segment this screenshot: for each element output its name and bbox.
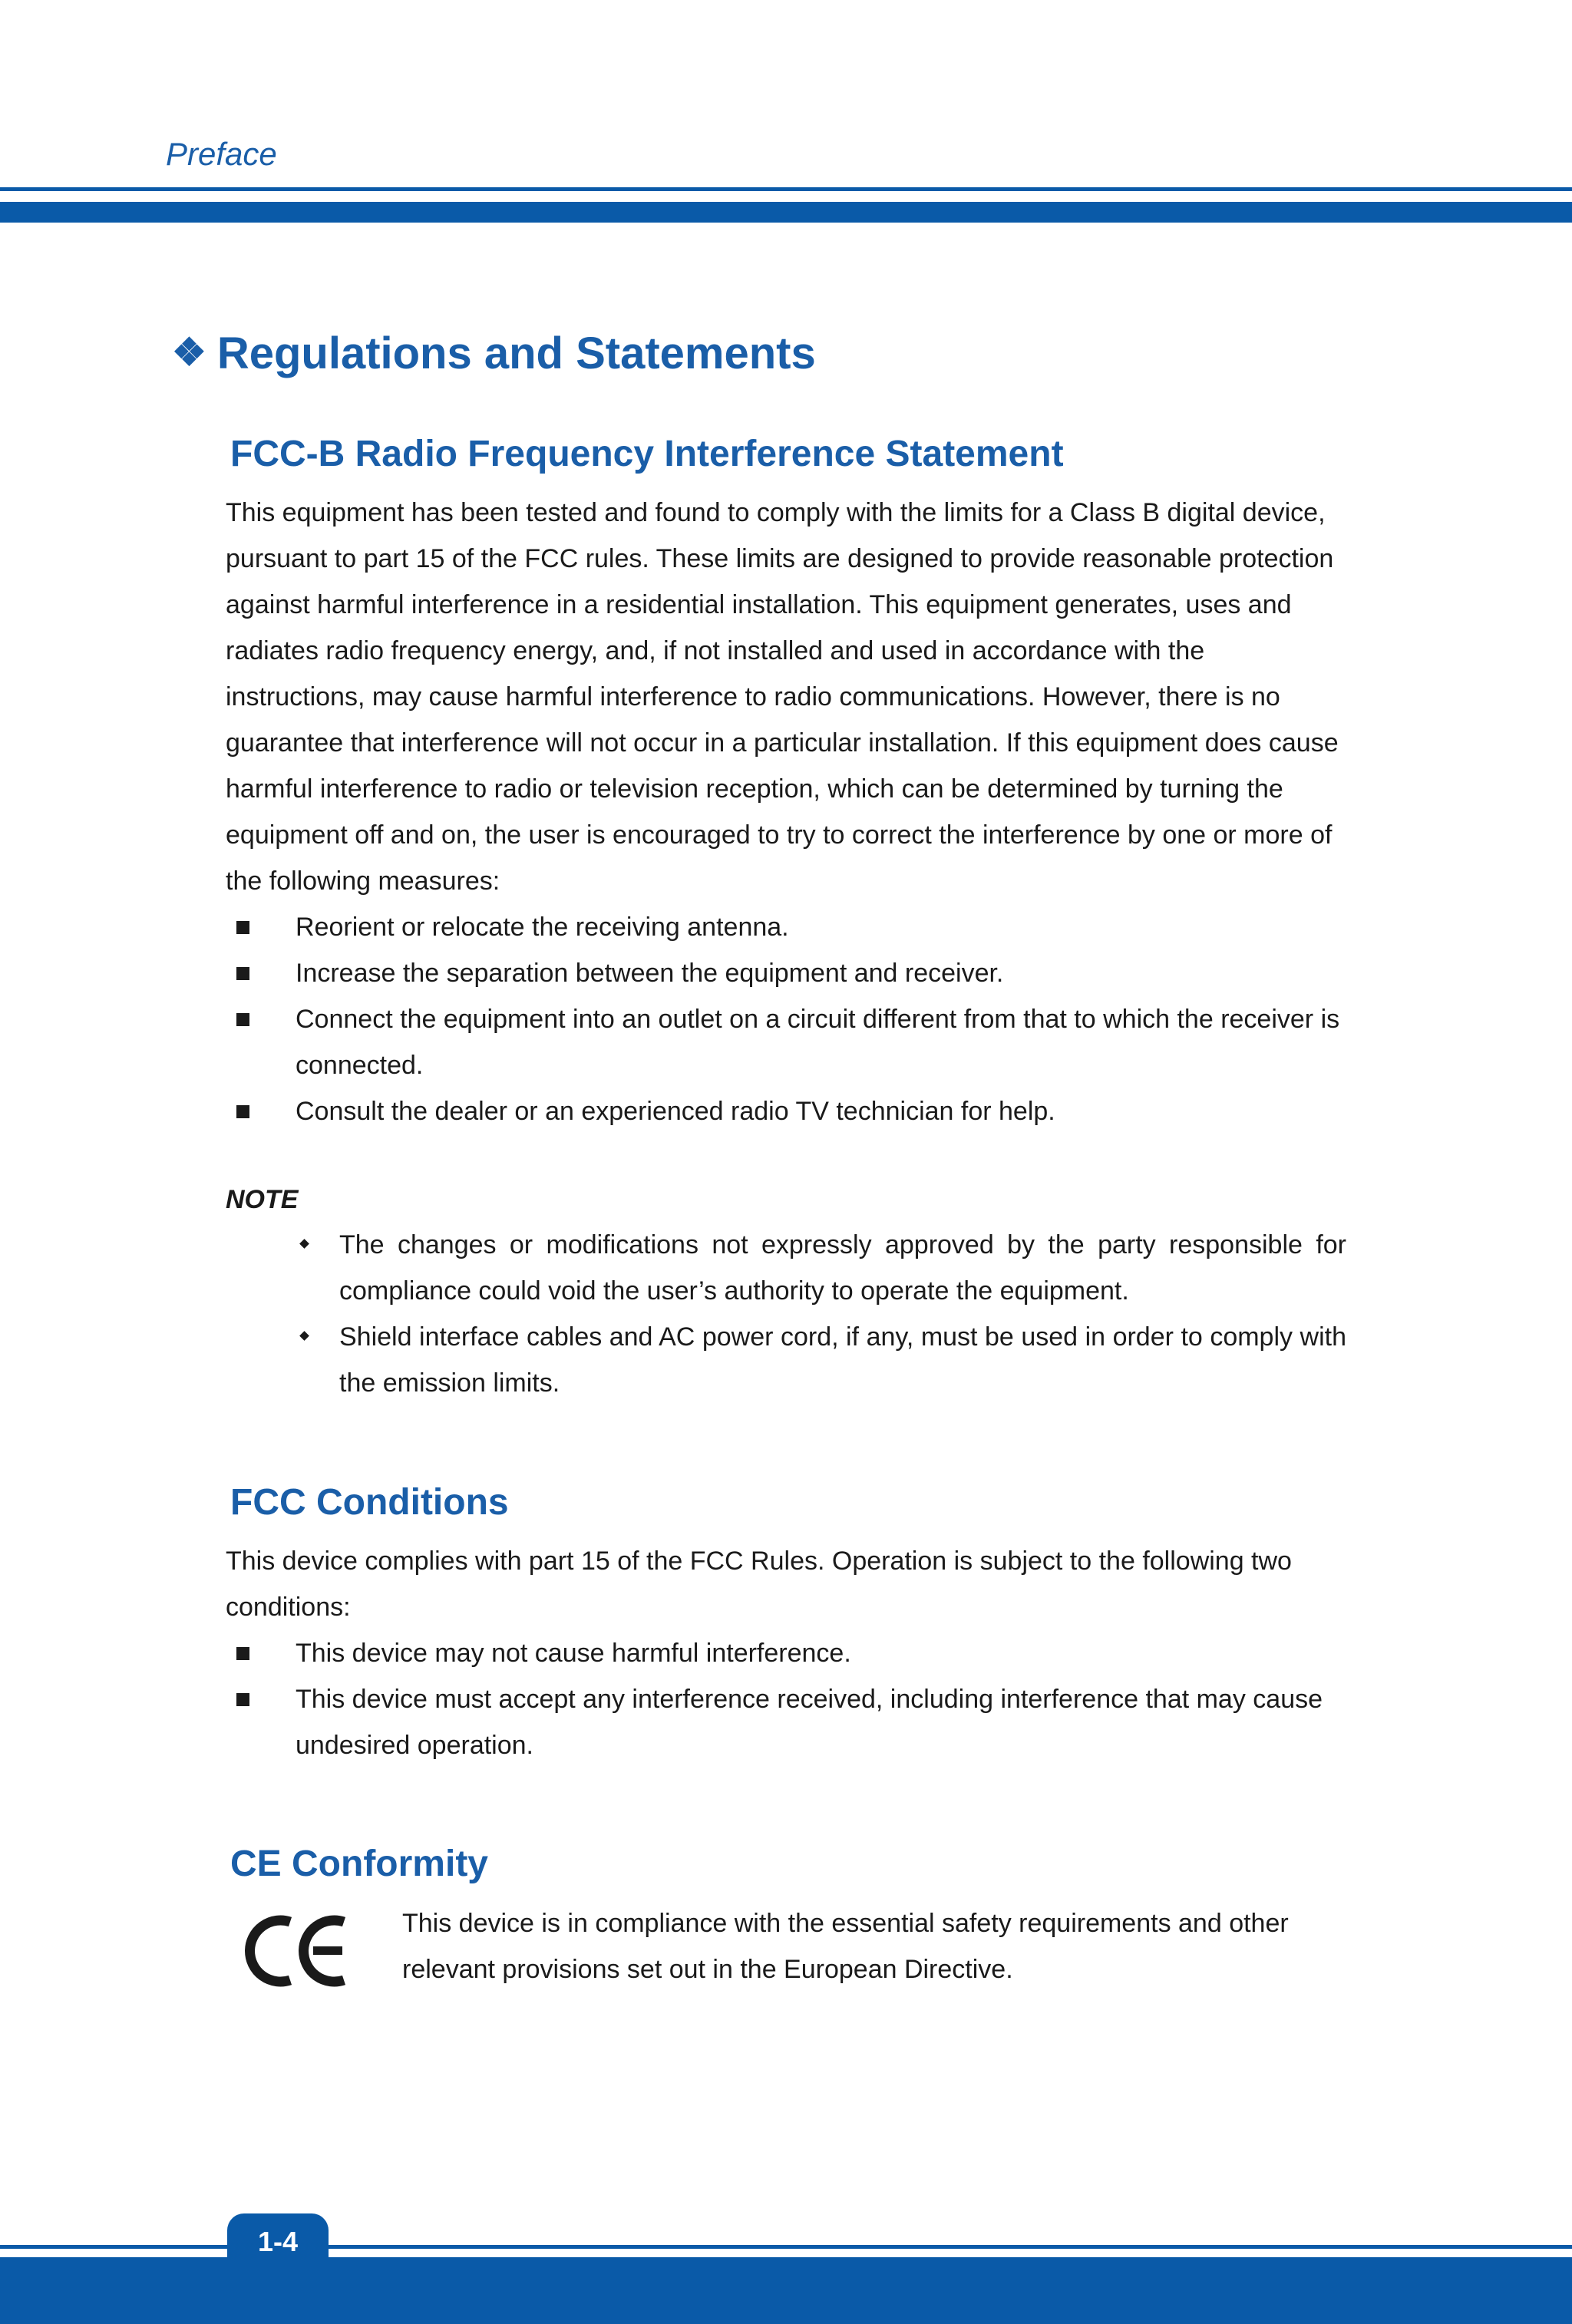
diamond-bullet-icon [299,1239,309,1249]
page-number: 1-4 [257,2226,299,2257]
list-item [226,1676,1346,1768]
ce-mark-icon [243,1908,350,1994]
list-item [226,996,1346,1088]
header-rule-thick [0,202,1572,223]
note-list [299,1222,1346,1406]
list-item-text: Reorient or relocate the receiving antenna. [296,913,789,942]
page-title-text: Regulations and Statements [216,328,816,378]
list-item [299,1314,1346,1406]
diamond-bullet-icon: ❖ [172,331,206,374]
ce-conformity-heading: CE Conformity [230,1844,488,1884]
fcc-b-heading: FCC-B Radio Frequency Interference Statement [230,434,1064,474]
list-item [226,904,1346,950]
fcc-b-measures-list [226,904,1346,1134]
square-bullet-icon [236,967,249,980]
list-item-text: Increase the separation between the equipment and receiver. [296,959,1004,988]
list-item [226,950,1346,996]
list-item-text: Consult the dealer or an experienced radio TV technician for help. [296,1097,1055,1126]
fcc-b-paragraph: This equipment has been tested and found to comply with the limits for a Class B digital device, pursuant to part 15 of the FCC rules. These limits are designed to provide reasonable protection against harmful interference in a residential installation. This equipment generates, uses and radiates radio frequency energy, and, if not installed and used in accordance with the instructions, may cause harmful interference to radio communications. However, there is no guarantee that interference will not occur in a particular installation. If this equipment does cause harmful interference to radio or television reception, which can be determined by turning the equipment off and on, the user is encouraged to try to correct the interference by one or more of the following measures: [226,498,1339,896]
list-item-text: This device must accept any interference received, including interference that may cause undesired operation. [296,1685,1323,1760]
fcc-conditions-heading: FCC Conditions [230,1482,509,1523]
list-item-text: Connect the equipment into an outlet on a circuit different from that to which the receiver is connected. [296,1005,1340,1080]
list-item-text: This device may not cause harmful interference. [296,1639,851,1668]
ce-conformity-paragraph: This device is in compliance with the essential safety requirements and other relevant provisions set out in the European Directive. [402,1909,1289,1984]
list-item [226,1630,1346,1676]
diamond-bullet-icon [299,1331,309,1341]
note-label: NOTE [226,1185,299,1214]
list-item [299,1222,1346,1314]
square-bullet-icon [236,1013,249,1026]
fcc-conditions-paragraph: This device complies with part 15 of the FCC Rules. Operation is subject to the following two conditions: [226,1547,1292,1622]
list-item-text: Shield interface cables and AC power cord, if any, must be used in order to comply with the emission limits. [339,1322,1346,1398]
running-header: Preface [166,136,277,172]
page-title [172,328,816,378]
list-item [226,1088,1346,1134]
square-bullet-icon [236,1105,249,1118]
square-bullet-icon [236,1647,249,1660]
list-item-text: The changes or modifications not expressly approved by the party responsible for compliance could void the user’s authority to operate the equipment. [339,1230,1346,1306]
square-bullet-icon [236,1693,249,1706]
header-rule-thin [0,187,1572,191]
fcc-conditions-list [226,1630,1346,1768]
square-bullet-icon [236,921,249,934]
